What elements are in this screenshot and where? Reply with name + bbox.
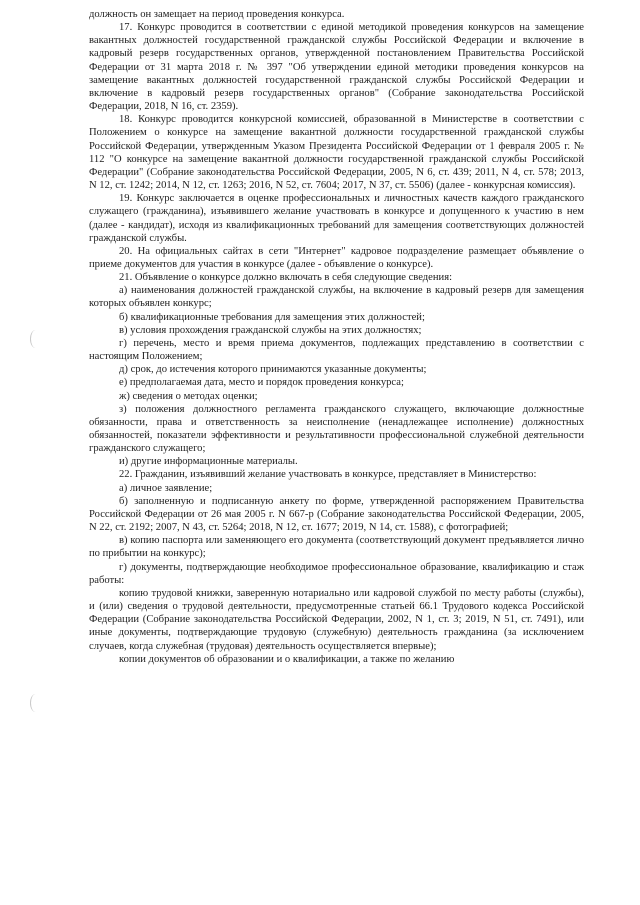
- sub-item-labor-book: копию трудовой книжки, заверенную нотариально или кадровой службой по месту работы (службы), и (или) сведения о трудовой деятельности, предусмотренные статьей 66.1 Трудового кодекса Российской Федерации (Собрание законодательства Российской Федерации, 2002, N 1, ст. 3; 2019, N 51, ст. 7491), или иные документы, подтверждающие трудовую (служебную) деятельность гражданина (за исключением случаев, когда служебная (трудовая) деятельность осуществляется впервые);: [89, 587, 584, 652]
- list-item-21zh: ж) сведения о методах оценки;: [119, 390, 258, 402]
- list-item-21g: г) перечень, место и время приема документов, подлежащих представлению в соответствии с настоящим Положением;: [89, 337, 584, 363]
- paragraph-21: 21. Объявление о конкурсе должно включать в себя следующие сведения:: [119, 272, 453, 284]
- paragraph-18: 18. Конкурс проводится конкурсной комиссией, образованной в Министерстве в соответствии с Положением о конкурсе на замещение вакантной должности государственной гражданской службы Российской Федерации, утвержденным Указом Президента Российской Федерации от 1 февраля 2005 г. № 112 "О конкурсе на замещение вакантной должности государственной гражданской службы Российской Федерации" (Собрание законодательства Российской Федерации, 2005, N 6, ст. 439; 2011, N 4, ст. 578; 2013, N 12, ст. 1242; 2014, N 12, ст. 1263; 2016, N 52, ст. 7604; 2017, N 37, ст. 5506) (далее - конкурсная комиссия).: [89, 114, 584, 192]
- list-item-21a: а) наименования должностей гражданской службы, на включение в кадровый резерв для замещения которых объявлен конкурс;: [89, 285, 584, 310]
- paragraph-20: 20. На официальных сайтах в сети "Интернет" кадровое подразделение размещает объявление о приеме документов для участия в конкурсе (далее - объявление о конкурсе).: [89, 245, 584, 270]
- list-item-22b: б) заполненную и подписанную анкету по форме, утвержденной распоряжением Правительства Российской Федерации от 26 мая 2005 г. N 667-р (Собрание законодательства Российской Федерации, 2005, N 22, ст. 2192; 2007, N 43, ст. 5264; 2018, N 12, ст. 1677; 2019, N 14, ст. 1588), с фотографией;: [89, 495, 584, 534]
- list-item-21i: и) другие информационные материалы.: [119, 456, 298, 468]
- paragraph-17: 17. Конкурс проводится в соответствии с единой методикой проведения конкурсов на замещение вакантных должностей государственной гражданской службы Российской Федерации и включение в кадровый резерв государственных органов, утвержденной постановлением Правительства Российской Федерации от 31 марта 2018 г. № 397 "Об утверждении единой методики проведения конкурсов на замещение вакантных должностей государственной гражданской службы Российской Федерации и включение в кадровый резерв государственных органов" (Собрание законодательства Российской Федерации, 2018, N 16, ст. 2359).: [89, 22, 584, 113]
- list-item-22g: г) документы, подтверждающие необходимое профессиональное образование, квалификацию и стаж работы:: [89, 561, 584, 586]
- list-item-21v: в) условия прохождения гражданской службы на этих должностях;: [119, 324, 422, 336]
- punch-hole-mark: [30, 694, 41, 712]
- punch-hole-mark: [30, 330, 41, 348]
- sub-item-education-docs: копии документов об образовании и о квалификации, а также по желанию: [119, 653, 455, 665]
- list-item-21b: б) квалификационные требования для замещения этих должностей;: [119, 311, 425, 323]
- paragraph-continuation: должность он замещает на период проведения конкурса.: [89, 9, 345, 20]
- list-item-21e: е) предполагаемая дата, место и порядок проведения конкурса;: [119, 377, 404, 389]
- list-item-22v: в) копию паспорта или заменяющего его документа (соответствующий документ предъявляется лично по прибытии на конкурс);: [89, 535, 584, 560]
- list-item-22a: а) личное заявление;: [119, 482, 213, 494]
- list-item-21z: з) положения должностного регламента гражданского служащего, включающие должностные обязанности, права и ответственность за неисполнение (ненадлежащее исполнение) должностных обязанностей, показатели эффективности и результативности профессиональной служебной деятельности гражданского служащего;: [89, 403, 584, 455]
- paragraph-22: 22. Гражданин, изъявивший желание участвовать в конкурсе, представляет в Министерство:: [119, 469, 537, 481]
- paragraph-19: 19. Конкурс заключается в оценке профессиональных и личностных качеств каждого гражданского служащего (гражданина), изъявившего желание участвовать в конкурсе и допущенного к участию в нем (далее - кандидат), исходя из квалификационных требований для замещения соответствующих должностей гражданской службы.: [89, 193, 584, 244]
- list-item-21d: д) срок, до истечения которого принимаются указанные документы;: [119, 364, 427, 376]
